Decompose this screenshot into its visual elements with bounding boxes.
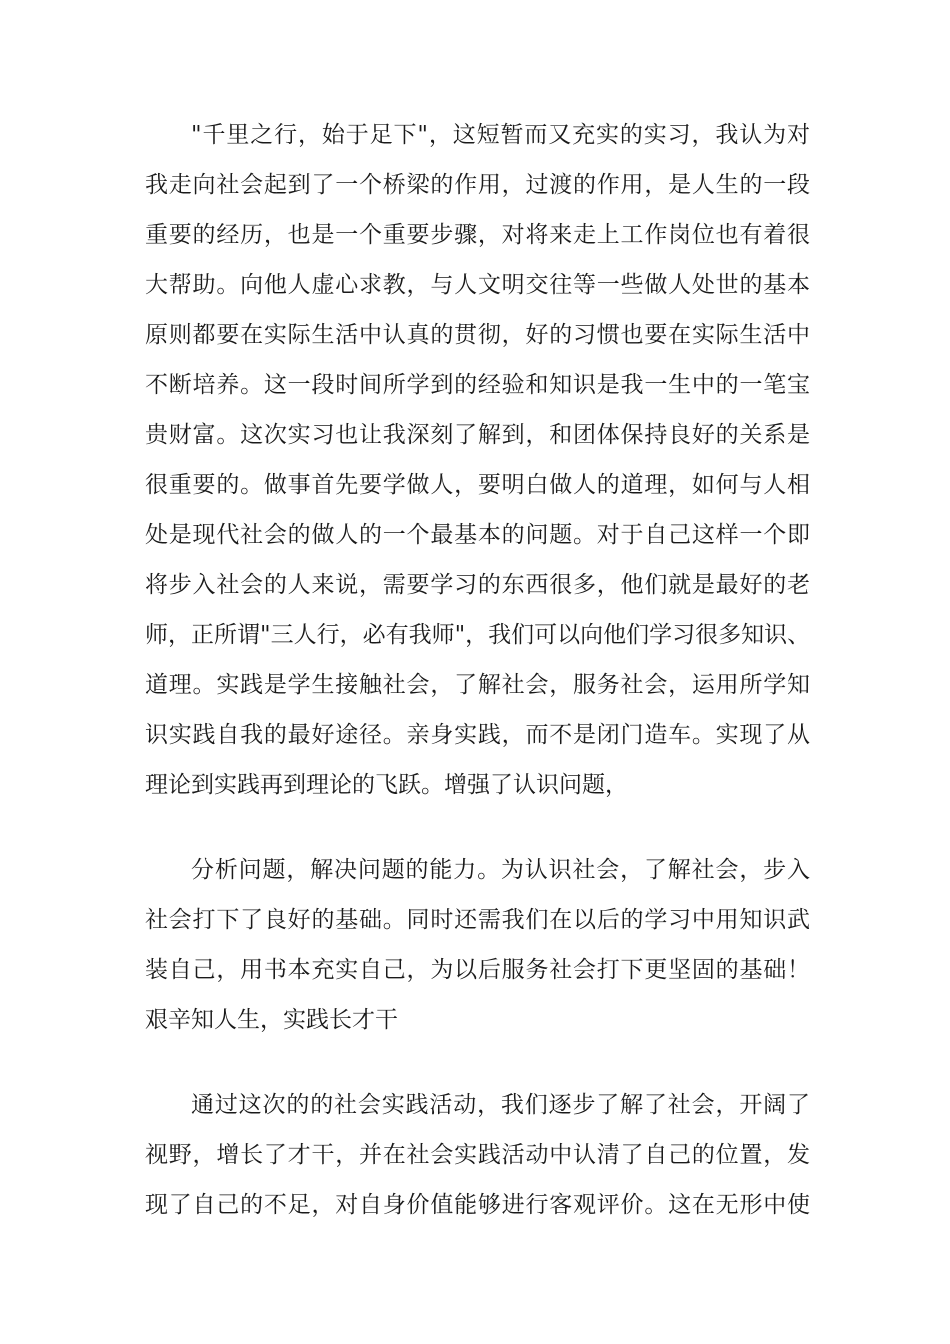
text-line: 不断培养。这一段时间所学到的经验和知识是我一生中的一笔宝 [145, 372, 810, 398]
paragraph-2 [145, 845, 810, 1045]
text-line: 艰辛知人生，实践长才干 [145, 1007, 398, 1033]
text-line: 分析问题，解决问题的能力。为认识社会，了解社会，步入 [191, 857, 810, 883]
paragraph-1 [145, 110, 810, 810]
paragraph-3 [145, 1080, 810, 1230]
text-line: 贵财富。这次实习也让我深刻了解到，和团体保持良好的关系是 [145, 422, 810, 448]
text-line: 装自己，用书本充实自己，为以后服务社会打下更坚固的基础！ [145, 957, 810, 983]
text-line: 社会打下了良好的基础。同时还需我们在以后的学习中用知识武 [145, 907, 810, 933]
text-line: 现了自己的不足，对自身价值能够进行客观评价。这在无形中使 [145, 1192, 810, 1218]
text-line: 原则都要在实际生活中认真的贯彻，好的习惯也要在实际生活中 [145, 322, 810, 348]
text-line: 处是现代社会的做人的一个最基本的问题。对于自己这样一个即 [145, 522, 810, 548]
text-line: 通过这次的的社会实践活动，我们逐步了解了社会，开阔了 [191, 1092, 810, 1118]
document-body [145, 110, 810, 1265]
text-line: 重要的经历，也是一个重要步骤，对将来走上工作岗位也有着很 [145, 222, 810, 248]
text-line: 道理。实践是学生接触社会，了解社会，服务社会，运用所学知 [145, 672, 810, 698]
text-line: 大帮助。向他人虚心求教，与人文明交往等一些做人处世的基本 [145, 272, 810, 298]
text-line: "千里之行，始于足下"，这短暂而又充实的实习，我认为对 [191, 122, 810, 148]
text-line: 很重要的。做事首先要学做人，要明白做人的道理，如何与人相 [145, 472, 810, 498]
text-line: 视野，增长了才干，并在社会实践活动中认清了自己的位置，发 [145, 1142, 810, 1168]
text-line: 识实践自我的最好途径。亲身实践，而不是闭门造车。实现了从 [145, 722, 810, 748]
text-line: 师，正所谓"三人行，必有我师"，我们可以向他们学习很多知识、 [145, 622, 811, 648]
text-line: 我走向社会起到了一个桥梁的作用，过渡的作用，是人生的一段 [145, 172, 810, 198]
text-line: 理论到实践再到理论的飞跃。增强了认识问题， [145, 772, 628, 798]
text-line: 将步入社会的人来说，需要学习的东西很多，他们就是最好的老 [145, 572, 810, 598]
